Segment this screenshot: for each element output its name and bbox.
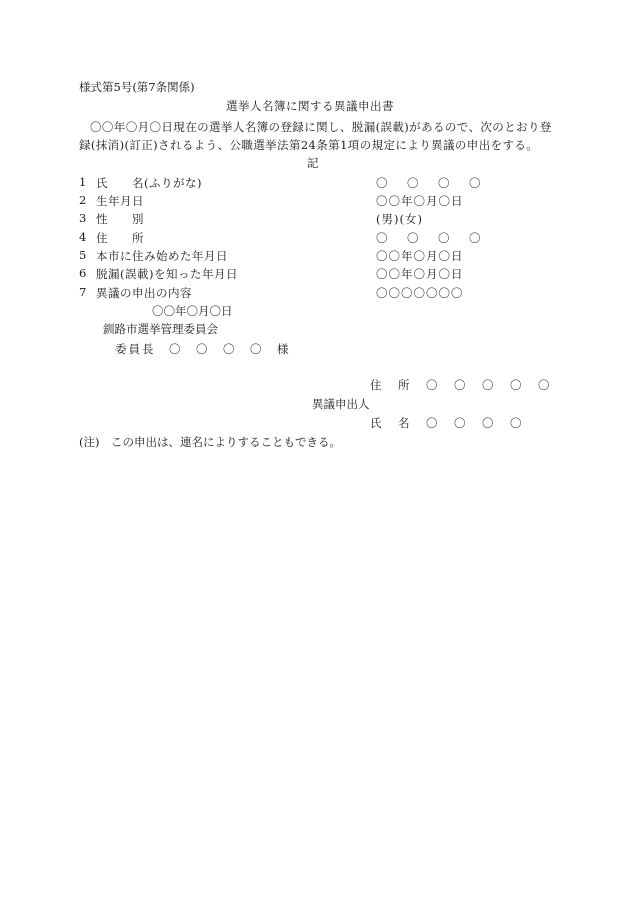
item-number: 3 xyxy=(79,211,87,225)
objector-label: 異議申出人 xyxy=(312,397,370,411)
item-number: 6 xyxy=(79,266,87,280)
footnote: (注) この申出は、連名によりすることもできる。 xyxy=(79,435,341,449)
item-label: 性 別 xyxy=(96,212,144,226)
committee-name: 釧路市選挙管理委員会 xyxy=(103,322,218,336)
item-number: 1 xyxy=(79,175,87,189)
item-row-1 xyxy=(0,175,630,189)
item-number: 4 xyxy=(79,230,87,244)
item-number: 7 xyxy=(79,285,87,299)
ki-marker: 記 xyxy=(307,156,319,170)
item-value: 〇〇年〇月〇日 xyxy=(376,267,464,281)
item-label: 異議の申出の内容 xyxy=(96,286,192,300)
item-value: 〇〇年〇月〇日 xyxy=(376,194,464,208)
item-value: 〇 〇 〇 〇 xyxy=(376,231,485,245)
item-value: 〇 〇 〇 〇 xyxy=(376,176,485,190)
item-label: 生年月日 xyxy=(96,194,144,208)
address-line: 住 所 〇 〇 〇 〇 〇 xyxy=(370,378,552,392)
intro-line-1: 〇〇年〇月〇日現在の選挙人名簿の登録に関し、脱漏(誤載)があるので、次のとおり登 xyxy=(90,120,552,134)
item-row-5 xyxy=(0,248,630,262)
item-row-6 xyxy=(0,266,630,280)
form-number: 様式第5号(第7条関係) xyxy=(79,80,195,94)
document-title: 選挙人名簿に関する異議申出書 xyxy=(226,99,394,113)
item-label: 氏 名(ふりがな) xyxy=(96,176,202,190)
item-value: (男)(女) xyxy=(376,212,423,226)
item-value: 〇〇年〇月〇日 xyxy=(376,249,464,263)
item-label: 本市に住み始めた年月日 xyxy=(96,249,228,263)
item-row-2 xyxy=(0,193,630,207)
item-row-4 xyxy=(0,230,630,244)
item-number: 2 xyxy=(79,193,87,207)
item-value: 〇〇〇〇〇〇〇 xyxy=(376,286,464,300)
chair-line: 委員長 〇 〇 〇 〇 様 xyxy=(115,342,291,356)
item-label: 住 所 xyxy=(96,231,144,245)
intro-line-2: 録(抹消)(訂正)されるよう、公職選挙法第24条第1項の規定により異議の申出をする。 xyxy=(79,138,539,152)
item-row-7 xyxy=(0,285,630,299)
item-row-3 xyxy=(0,211,630,225)
submission-date: 〇〇年〇月〇日 xyxy=(152,304,233,318)
name-line: 氏 名 〇 〇 〇 〇 xyxy=(370,416,524,430)
item-label: 脱漏(誤載)を知った年月日 xyxy=(96,267,238,281)
item-number: 5 xyxy=(79,248,87,262)
